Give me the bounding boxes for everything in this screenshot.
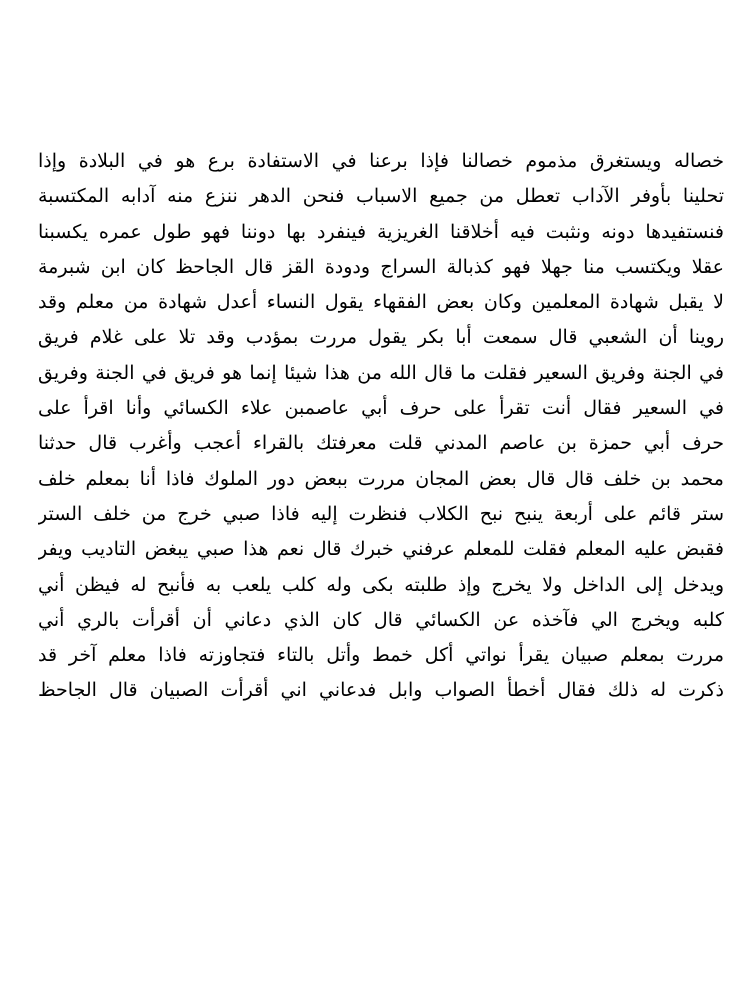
text-line: فقبض عليه المعلم فقلت للمعلم عرفني خبرك قال نعم هذا صبي يبغض التاديب ويفر — [38, 538, 724, 561]
body-text — [38, 144, 724, 709]
text-line: حرف أبي حمزة بن عاصم المدني قلت معرفتك بالقراء أعجب وأغرب قال حدثنا — [38, 432, 724, 455]
text-line: مررت بمعلم صبيان يقرأ نواتي أكل خمط وأتل بالتاء فتجاوزته فاذا معلم آخر قد — [38, 644, 724, 667]
text-line: روينا أن الشعبي قال سمعت أبا بكر يقول مررت بمؤدب وقد تلا على غلام فريق — [38, 326, 724, 349]
text-line: محمد بن خلف قال قال بعض المجان مررت ببعض دور الملوك فاذا أنا بمعلم خلف — [38, 467, 724, 490]
text-line: لا يقبل شهادة المعلمين وكان بعض الفقهاء يقول النساء أعدل شهادة من معلم وقد — [38, 291, 724, 314]
text-line: ستر قائم على أربعة ينبح نبح الكلاب فنظرت إليه فاذا صبي خرج من خلف الستر — [38, 502, 724, 525]
text-line: عقلا ويكتسب منا جهلا فهو كذبالة السراج ودودة القز قال الجاحظ كان ابن شبرمة — [38, 255, 724, 278]
text-line: ذكرت له ذلك فقال أخطأ الصواب وابل فدعاني اني أقرأت الصبيان قال الجاحظ — [38, 679, 724, 702]
text-line: فنستفيدها دونه ونثبت فيه أخلاقنا الغريزية فينفرد بها دوننا فهو طول عمره يكسبنا — [38, 220, 724, 243]
text-line: كلبه ويخرج الي فآخذه عن الكسائي قال كان الذي دعاني أن أقرأت بالري أني — [38, 608, 724, 631]
text-line: ويدخل إلى الداخل ولا يخرج وإذ طلبته بكى وله كلب يلعب به فأنبح له فيظن أني — [38, 573, 724, 596]
text-line: في السعير فقال أنت تقرأ على حرف أبي عاصمبن علاء الكسائي وأنا اقرأ على — [38, 397, 724, 420]
text-line: تحلينا بأوفر الآداب تعطل من جميع الاسباب فنحن الدهر ننزع منه آدابه المكتسبة — [38, 185, 724, 208]
text-line: خصاله ويستغرق مذموم خصالنا فإذا برعنا في الاستفادة برع هو في البلادة وإذا — [38, 150, 724, 172]
text-line: في الجنة وفريق السعير فقلت ما قال الله من هذا شيئا إنما هو فريق في الجنة وفريق — [38, 361, 724, 384]
